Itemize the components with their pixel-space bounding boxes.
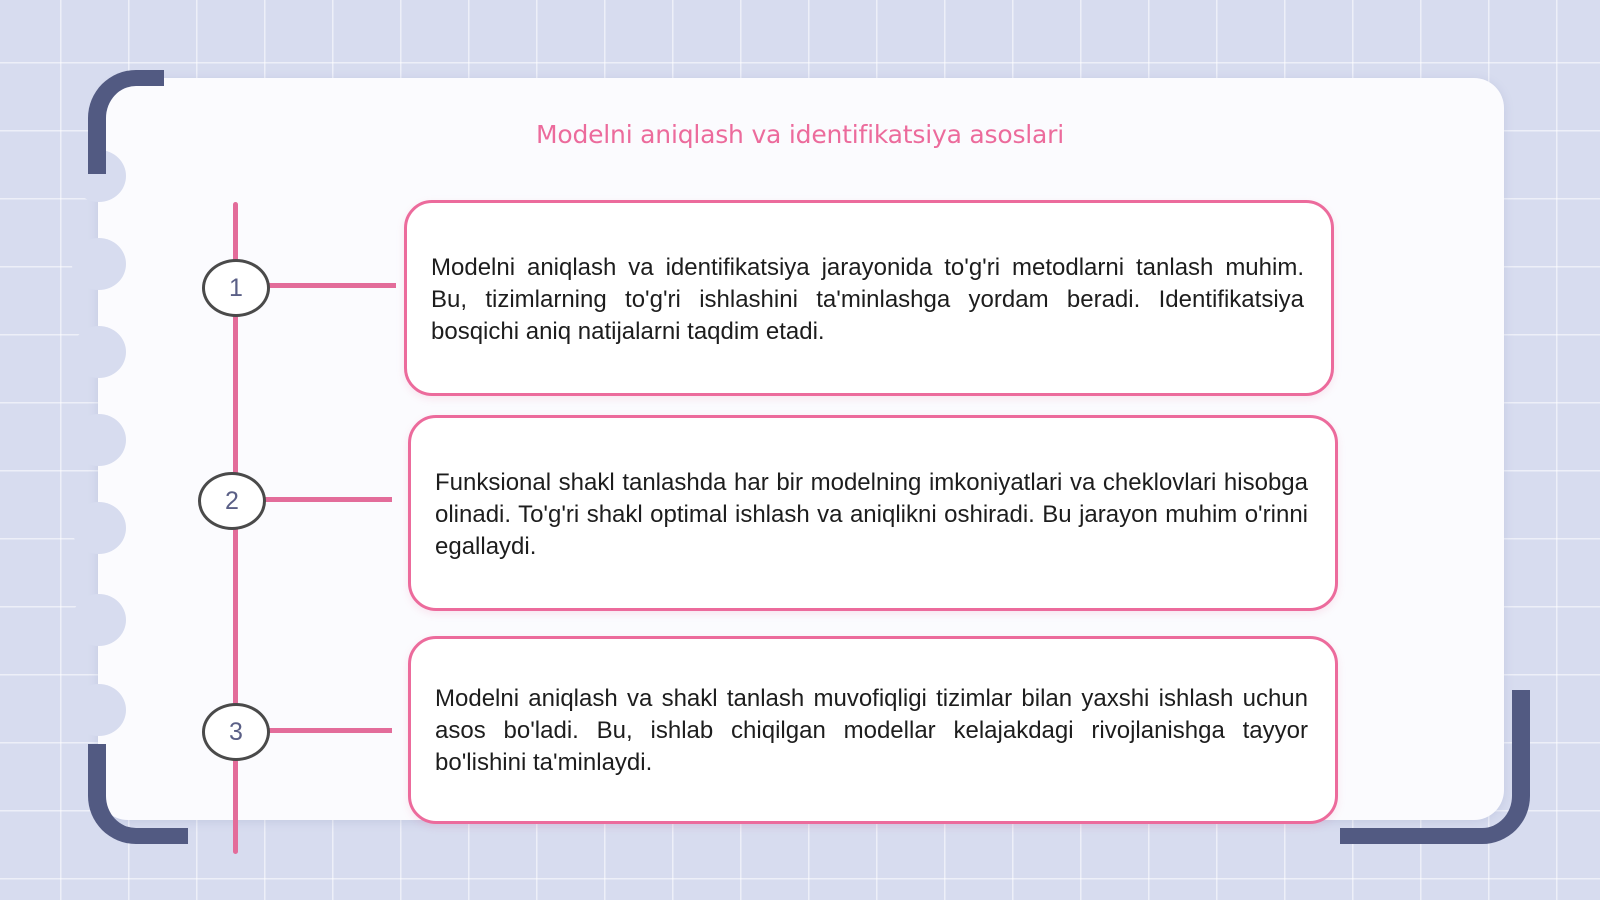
paper-scallop bbox=[72, 326, 126, 378]
timeline-connector-2 bbox=[262, 497, 392, 502]
paper-scallop bbox=[72, 594, 126, 646]
paper-scallop bbox=[72, 238, 126, 290]
paper-scallop bbox=[72, 414, 126, 466]
step-card-1-text: Modelni aniqlash va identifikatsiya jarayonida to'g'ri metodlarni tanlash muhim. Bu, tizimlarning to'g'ri ishlashini ta'minlashga yordam beradi. Identifikatsiya bosqichi aniq natijalarni taqdim etadi. bbox=[431, 254, 1304, 345]
step-marker-3: 3 bbox=[202, 703, 270, 761]
corner-bracket-top-left bbox=[88, 70, 164, 174]
step-card-2-text: Funksional shakl tanlashda har bir modelning imkoniyatlari va cheklovlari hisobga olinadi. To'g'ri shakl optimal ishlash va aniqlikni oshiradi. Bu jarayon muhim o'rinni egallaydi. bbox=[435, 469, 1308, 560]
step-marker-1: 1 bbox=[202, 259, 270, 317]
corner-bracket-bottom-right bbox=[1340, 690, 1530, 844]
step-card-3-text: Modelni aniqlash va shakl tanlash muvofiqligi tizimlar bilan yaxshi ishlash uchun asos bo'ladi. Bu, ishlab chiqilgan modellar kelajakdagi rivojlanishga tayyor bo'lishini ta'minlaydi. bbox=[435, 685, 1308, 776]
paper-scallop bbox=[72, 502, 126, 554]
timeline-connector-1 bbox=[266, 283, 396, 288]
corner-bracket-bottom-left bbox=[88, 744, 188, 844]
timeline-connector-3 bbox=[266, 728, 392, 733]
slide-title: Modelni aniqlash va identifikatsiya asoslari bbox=[535, 120, 1064, 149]
paper-scallop bbox=[72, 684, 126, 736]
step-marker-2: 2 bbox=[198, 472, 266, 530]
